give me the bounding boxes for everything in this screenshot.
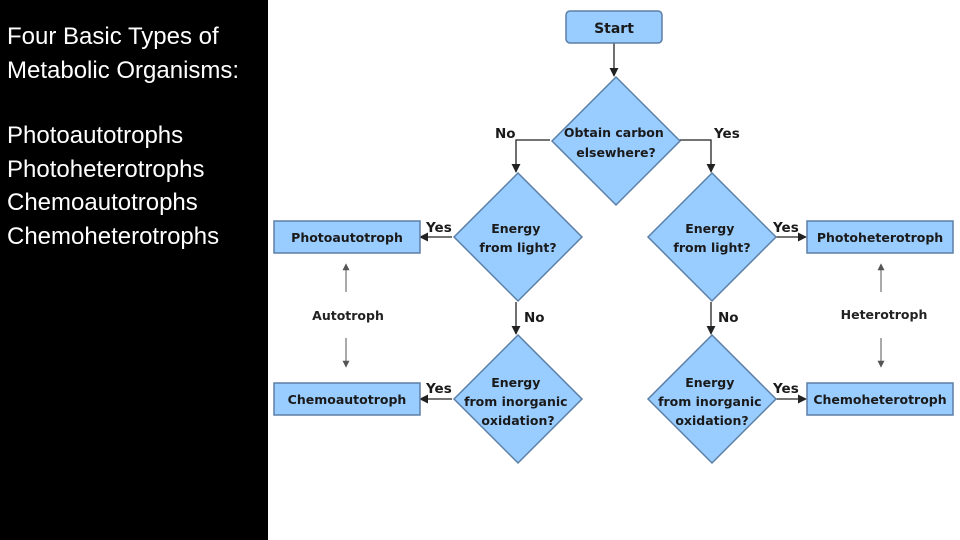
sidebar-panel xyxy=(0,0,268,540)
light-left-yes-label: Yes xyxy=(426,220,452,236)
light-left-question: Energy from light? xyxy=(479,221,557,255)
photoheterotroph-label: Photoheterotroph xyxy=(816,230,944,245)
sidebar-title: Four Basic Types of Metabolic Organisms: xyxy=(7,23,240,84)
metabolism-flowchart xyxy=(268,0,960,540)
carbon-question: Obtain carbon elsewhere? xyxy=(563,125,664,160)
start-label: Start xyxy=(594,21,634,37)
type-chemoautotrophs: Chemoautotrophs xyxy=(7,189,198,216)
light-right-no-label: No xyxy=(718,310,739,326)
oxid-right-question: Energy from inorganic oxidation? xyxy=(658,375,762,428)
group-arrows xyxy=(346,264,881,367)
heterotroph-label: Heterotroph xyxy=(840,307,928,322)
light-right-yes-label: Yes xyxy=(773,220,799,236)
chemoheterotroph-label: Chemoheterotroph xyxy=(813,392,947,407)
carbon-no-arrow xyxy=(516,140,550,172)
oxid-left-question: Energy from inorganic oxidation? xyxy=(464,375,568,428)
organism-type-list xyxy=(7,119,219,253)
oxid-right-yes-label: Yes xyxy=(773,381,799,397)
light-left-no-label: No xyxy=(524,310,545,326)
light-right-question: Energy from light? xyxy=(673,221,751,255)
type-photoautotrophs: Photoautotrophs xyxy=(7,122,184,149)
oxid-left-yes-label: Yes xyxy=(426,381,452,397)
light-left-decision-diamond xyxy=(454,173,582,301)
type-chemoheterotrophs: Chemoheterotrophs xyxy=(7,222,220,250)
light-right-decision-diamond xyxy=(648,173,776,301)
photoautotroph-label: Photoautotroph xyxy=(291,230,403,245)
carbon-yes-arrow xyxy=(679,140,711,172)
carbon-yes-label: Yes xyxy=(714,126,740,142)
type-photoheterotrophs: Photoheterotrophs xyxy=(7,155,205,183)
carbon-no-label: No xyxy=(495,126,516,142)
chemoautotroph-label: Chemoautotroph xyxy=(287,392,407,407)
autotroph-label: Autotroph xyxy=(312,308,384,323)
carbon-decision-diamond xyxy=(552,77,680,205)
